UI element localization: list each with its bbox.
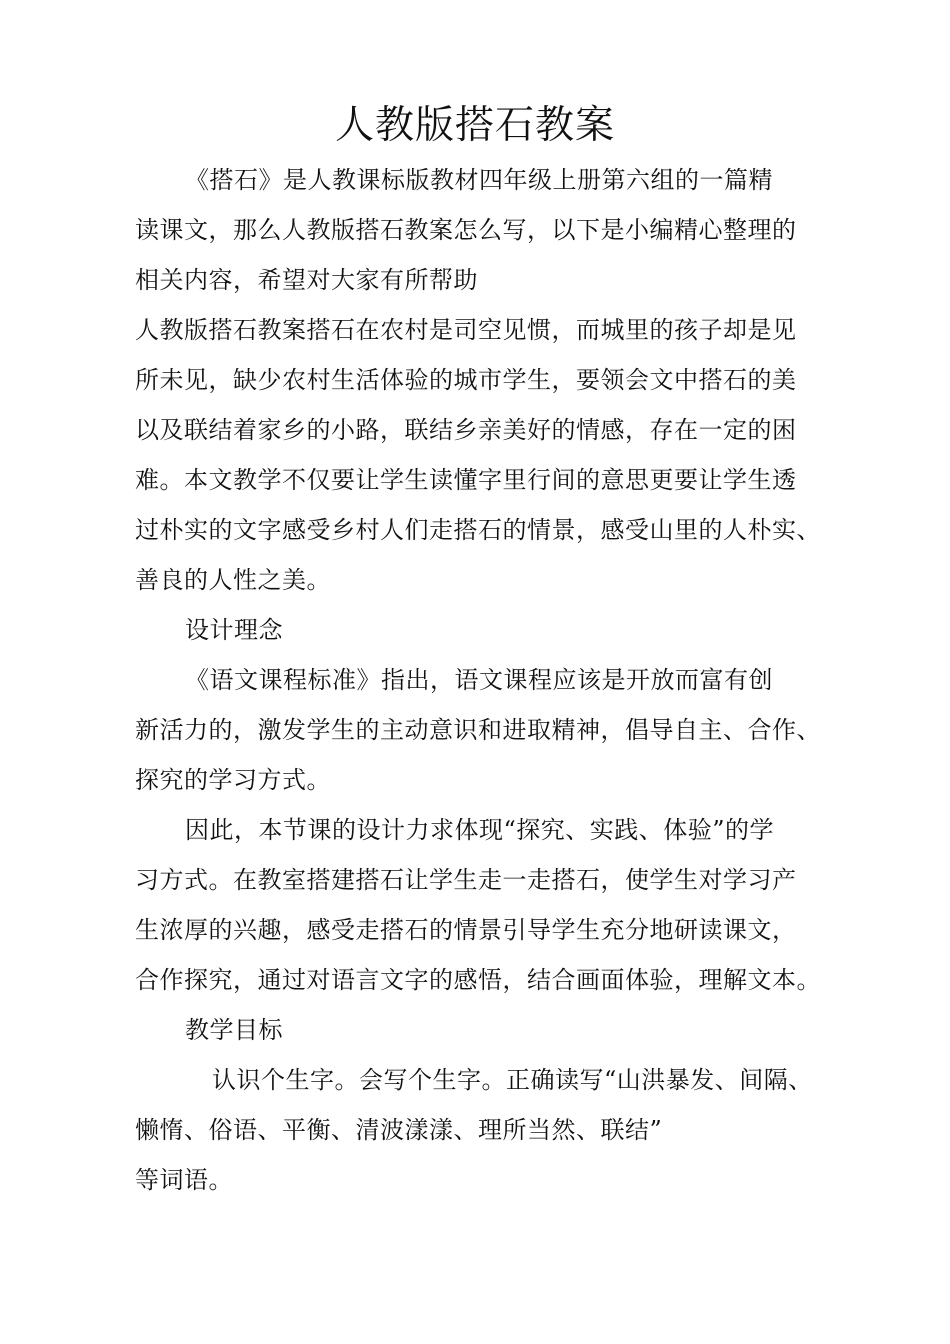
text-line: 所未见，缺少农村生活体验的城市学生，要领会文中搭石的美 <box>135 366 797 394</box>
text-line: 等词语。 <box>135 1166 233 1194</box>
text-line: 探究的学习方式。 <box>135 766 331 794</box>
text-line: 因此，本节课的设计力求体现“探究、实践、体验”的学 <box>185 816 775 844</box>
text-line: 难。本文教学不仅要让学生读懂字里行间的意思更要让学生透 <box>135 466 797 494</box>
text-line: 《搭石》是人教课标版教材四年级上册第六组的一篇精 <box>185 166 773 194</box>
text-line: 习方式。在教室搭建搭石让学生走一走搭石，使学生对学习产 <box>135 866 797 894</box>
text-line: 以及联结着家乡的小路，联结乡亲美好的情感，存在一定的困 <box>135 416 797 444</box>
text-line: 善良的人性之美。 <box>135 566 331 594</box>
text-line: 合作探究，通过对语言文字的感悟，结合画面体验，理解文本。 <box>135 966 821 994</box>
text-line: 生浓厚的兴趣，感受走搭石的情景引导学生充分地研读课文， <box>135 916 797 944</box>
page-title: 人教版搭石教案 <box>334 103 615 148</box>
text-line: 人教版搭石教案搭石在农村是司空见惯，而城里的孩子却是见 <box>135 316 797 344</box>
section-heading: 教学目标 <box>185 1016 283 1044</box>
text-line: 读课文，那么人教版搭石教案怎么写，以下是小编精心整理的 <box>135 216 797 244</box>
section-heading: 设计理念 <box>185 616 283 644</box>
text-line: 认识个生字。会写个生字。正确读写“山洪暴发、间隔、 <box>212 1066 813 1094</box>
text-line: 《语文课程标准》指出，语文课程应该是开放而富有创 <box>185 666 773 694</box>
text-line: 相关内容，希望对大家有所帮助 <box>135 266 478 294</box>
text-line: 新活力的，激发学生的主动意识和进取精神，倡导自主、合作、 <box>135 716 821 744</box>
text-line: 过朴实的文字感受乡村人们走搭石的情景，感受山里的人朴实、 <box>135 516 821 544</box>
text-line: 懒惰、俗语、平衡、清波漾漾、理所当然、联结” <box>135 1116 663 1144</box>
